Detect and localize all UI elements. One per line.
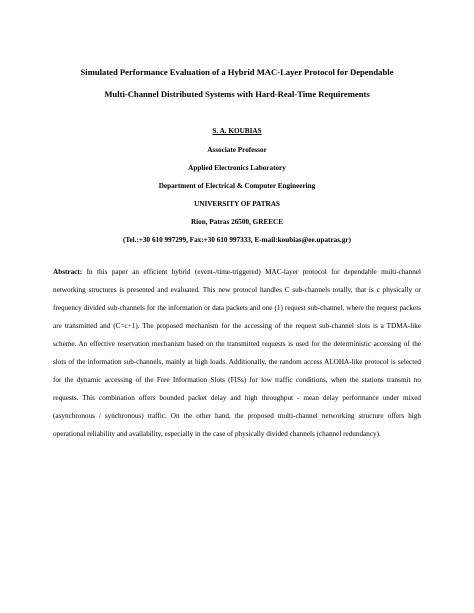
author-contact: (Tel.:+30 610 997299, Fax:+30 610 997333, E-mail:koubias@ee.upatras.gr): [122, 236, 352, 244]
paper-title-line-1: Simulated Performance Evaluation of a Hybrid MAC-Layer Protocol for Dependable: [80, 67, 394, 77]
abstract-label: Abstract:: [53, 268, 83, 276]
abstract-paragraph: [53, 263, 421, 443]
author-department: Department of Electrical & Computer Engineering: [158, 182, 316, 190]
author-position: Associate Professor: [207, 146, 267, 154]
author-name: S. A. KOUBIAS: [212, 127, 262, 135]
author-address: Rion, Patras 26500, GREECE: [190, 218, 284, 226]
author-university: UNIVERSITY OF PATRAS: [194, 200, 280, 208]
abstract-text: In this paper an efficient hybrid (event-/time-triggered) MAC-layer protocol for dependable multi-channel networking structures is presented and evaluated. This new protocol handles C sub-channels totally, that is c physically or frequency divided sub-channels for the information or data packets and one (1) request sub-channel, where the request packets are transmitted and (C=c+1). The proposed mechanism for the accessing of the request sub-channel slots is a TDMA-like scheme. An effective reservation mechanism based on the transmitted requests is used for the deterministic accessing of the slots of the information sub-channels, mainly at high loads. Additionally, the random access ALOHA-like protocol is selected for the dynamic accessing of the Free Information Slots (FISs) for low traffic conditions, when the stations transmit no requests. This combination offers bounded packet delay and high throughput - mean delay performance under mixed (asynchronous / synchronous) traffic. On the other hand, the proposed multi-channel networking structure offers high operational reliability and availability, especially in the case of physically divided channels (channel redundancy).: [53, 268, 421, 438]
paper-title-line-2: Multi-Channel Distributed Systems with Hard-Real-Time Requirements: [104, 89, 370, 99]
author-laboratory: Applied Electronics Laboratory: [188, 164, 286, 172]
